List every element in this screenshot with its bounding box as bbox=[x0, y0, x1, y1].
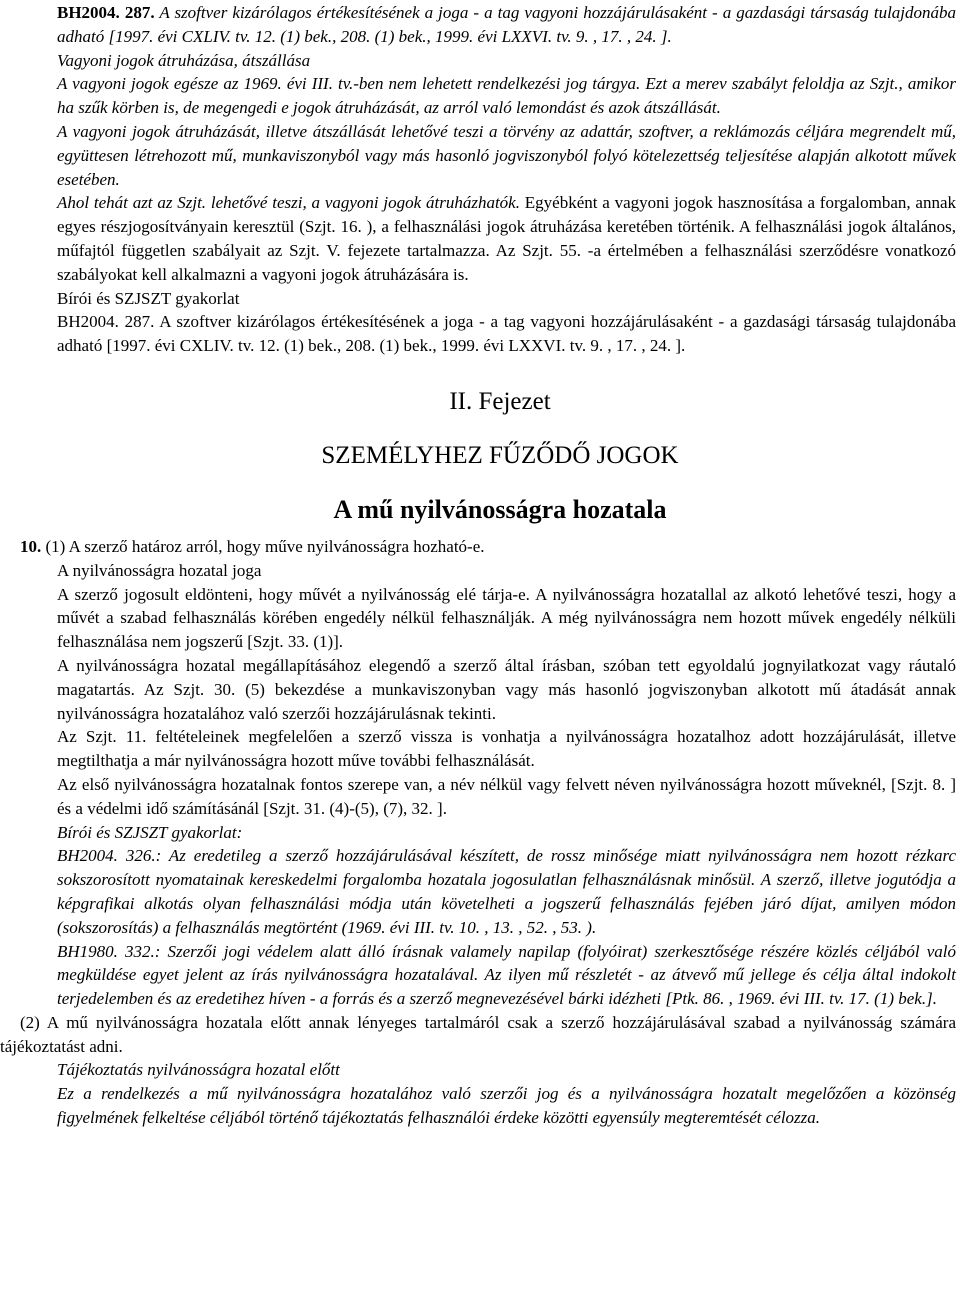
section-10-paragraph-2: (2) A mű nyilvánosságra hozatala előtt annak lényeges tartalmáról csak a szerző hozzájárulásával szabad a nyilvánosság számára tájékoztatást adni. bbox=[0, 1012, 956, 1056]
chapter-title: SZEMÉLYHEZ FŰZŐDŐ JOGOK bbox=[321, 441, 679, 469]
court-case-bh2004-287: BH2004. 287. A szoftver kizárólagos értékesítésének a joga - a tag vagyoni hozzájárulásaként - a gazdasági társaság tulajdonába adható [1997. évi CXLIV. tv. 12. (1) bek., 208. (1) bek., 1999. évi LXXVI. tv. 9. , 17. , 24. ]. bbox=[57, 312, 956, 356]
section-10-paragraph-1 bbox=[0, 535, 956, 559]
subheading-property-rights: Vagyoni jogok átruházása, átszállása bbox=[57, 50, 311, 70]
section-title: A mű nyilvánosságra hozatala bbox=[333, 494, 667, 524]
section-number: 10. bbox=[20, 536, 42, 556]
court-practice-heading-2: Bírói és SZJSZT gyakorlat: bbox=[57, 822, 243, 842]
paragraph-prepublication-info: Ez a rendelkezés a mű nyilvánosságra hozatalához való szerzői jog és a nyilvánosságra hozatalt megelőzően a közönség figyelmének felkeltése céljából történő tájékoztatás felhasználói érdeke közötti egyensúly megteremtését célozza. bbox=[57, 1084, 956, 1128]
paragraph-property-rights-1: A vagyoni jogok egésze az 1969. évi III. tv.-ben nem lehetett rendelkezési jog tárgya. Ezt a merev szabályt feloldja az Szjt., amikor ha szűk körben is, de megengedi e jogok átruházását, az arról való lemondást és azok átszállását. bbox=[57, 74, 956, 118]
paragraph-rest: Egyébként a vagyoni jogok hasznosítása a forgalomban, annak egyes részjogosítványain keresztül (Szjt. 16. ), a felhasználási jogok átruházása keretében történik. A felhasználási jogok általános, műfajtól független szabályait az Szjt. V. fejezete tartalmazza. Az Szjt. 55. -a értelmében a felhasználási szerződésre vonatkozó szabályokat kell alkalmazni a vagyoni jogok átruházására is. bbox=[57, 193, 956, 284]
reference-id: BH2004. 287. bbox=[57, 3, 155, 22]
paragraph-publication-4: Az első nyilvánosságra hozatalnak fontos szerepe van, a név nélkül vagy felvett néven nyilvánosságra hozott műveknél, [Szjt. 8. ] és a védelmi idő számításánál [Szjt. 31. (4)-(5), (7), 32. ]. bbox=[57, 774, 956, 818]
court-practice-heading: Bírói és SZJSZT gyakorlat bbox=[57, 288, 240, 308]
reference-text: A szoftver kizárólagos értékesítésének a joga - a tag vagyoni hozzájárulásaként - a gazdasági társaság tulajdonába adható [1997. évi CXLIV. tv. 12. (1) bek., 208. (1) bek., 1999. évi LXXVI. tv. 9. , 17. , 24. ]. bbox=[57, 3, 957, 46]
paragraph-lead-italic: Ahol tehát azt az Szjt. lehetővé teszi, a vagyoni jogok átruházhatók. bbox=[57, 193, 520, 213]
paragraph-property-rights-3 bbox=[57, 191, 956, 286]
paragraph-publication-2: A nyilvánosságra hozatal megállapításához elegendő a szerző által írásban, szóban tett egyoldalú jognyilatkozat vagy ráutaló magatartás. Az Szjt. 30. (5) bekezdése a munkaviszonyban vagy más hasonló jogviszonyban alkotott mű átadását annak nyilvánosságra hozatalához való szerzői hozzájárulásnak tekinti. bbox=[57, 655, 956, 723]
court-case-bh1980-332: BH1980. 332.: Szerzői jogi védelem alatt álló írásnak valamely napilap (folyóirat) szerkesztősége részére közlés céljából való megküldése egyet jelent az írás nyilvánosságra hozatalával. Az ilyen mű részletét - az átvevő mű jellege és célja által indokolt terjedelemben és az eredetihez híven - a forrás és a szerző megnevezésével bárki idézheti [Ptk. 86. , 1969. évi III. tv. 17. (1) bek.]. bbox=[57, 941, 956, 1009]
court-case-bh2004-326: BH2004. 326.: Az eredetileg a szerző hozzájárulásával készített, de rossz minősége miatt nyilvánosságra nem hozott rézkarc sokszorosított nyomatainak kereskedelmi forgalomba hozatala jogosulatlan felhasználásnak minősül. A szerző, illetve jogutódja a képgrafikai alkotás olyan felhasználási módja után követelheti a jogszerű felhasználás fejében járó díjat, amilyen módon (sokszorosítás) a felhasználás megtörtént (1969. évi III. tv. 10. , 13. , 52. , 53. ). bbox=[57, 846, 956, 937]
paragraph-publication-1: A szerző jogosult eldönteni, hogy művét a nyilvánosság elé tárja-e. A nyilvánosságra hozatallal az alkotó lehetővé teszi, hogy a művét a szabad felhasználás körében engedély nélkül felhasználják. A még nyilvánosságra nem hozott művek engedély nélküli felhasználása nem jogszerű [Szjt. 33. (1)]. bbox=[57, 584, 956, 652]
section-text: (1) A szerző határoz arról, hogy műve nyilvánosságra hozható-e. bbox=[41, 536, 485, 556]
paragraph-property-rights-2: A vagyoni jogok átruházását, illetve átszállását lehetővé teszi a törvény az adattár, szoftver, a reklámozás céljára megrendelt mű, együttesen létrehozott mű, munkaviszonyból vagy más hasonló jogviszonyból folyó kötelezettség teljesítése alapján alkotott művek esetében. bbox=[57, 121, 956, 189]
subheading-publication-right: A nyilvánosságra hozatal joga bbox=[57, 560, 262, 580]
paragraph-publication-3: Az Szjt. 11. feltételeinek megfelelően a szerző vissza is vonhatja a nyilvánosságra hozatalhoz adott hozzájárulását, illetve megtilthatja a már nyilvánosságra hozott műve további felhasználását. bbox=[57, 727, 956, 771]
reference-entry-top bbox=[57, 0, 956, 49]
chapter-number: II. Fejezet bbox=[449, 387, 551, 415]
subheading-prepublication-info: Tájékoztatás nyilvánosságra hozatal előtt bbox=[57, 1060, 340, 1080]
